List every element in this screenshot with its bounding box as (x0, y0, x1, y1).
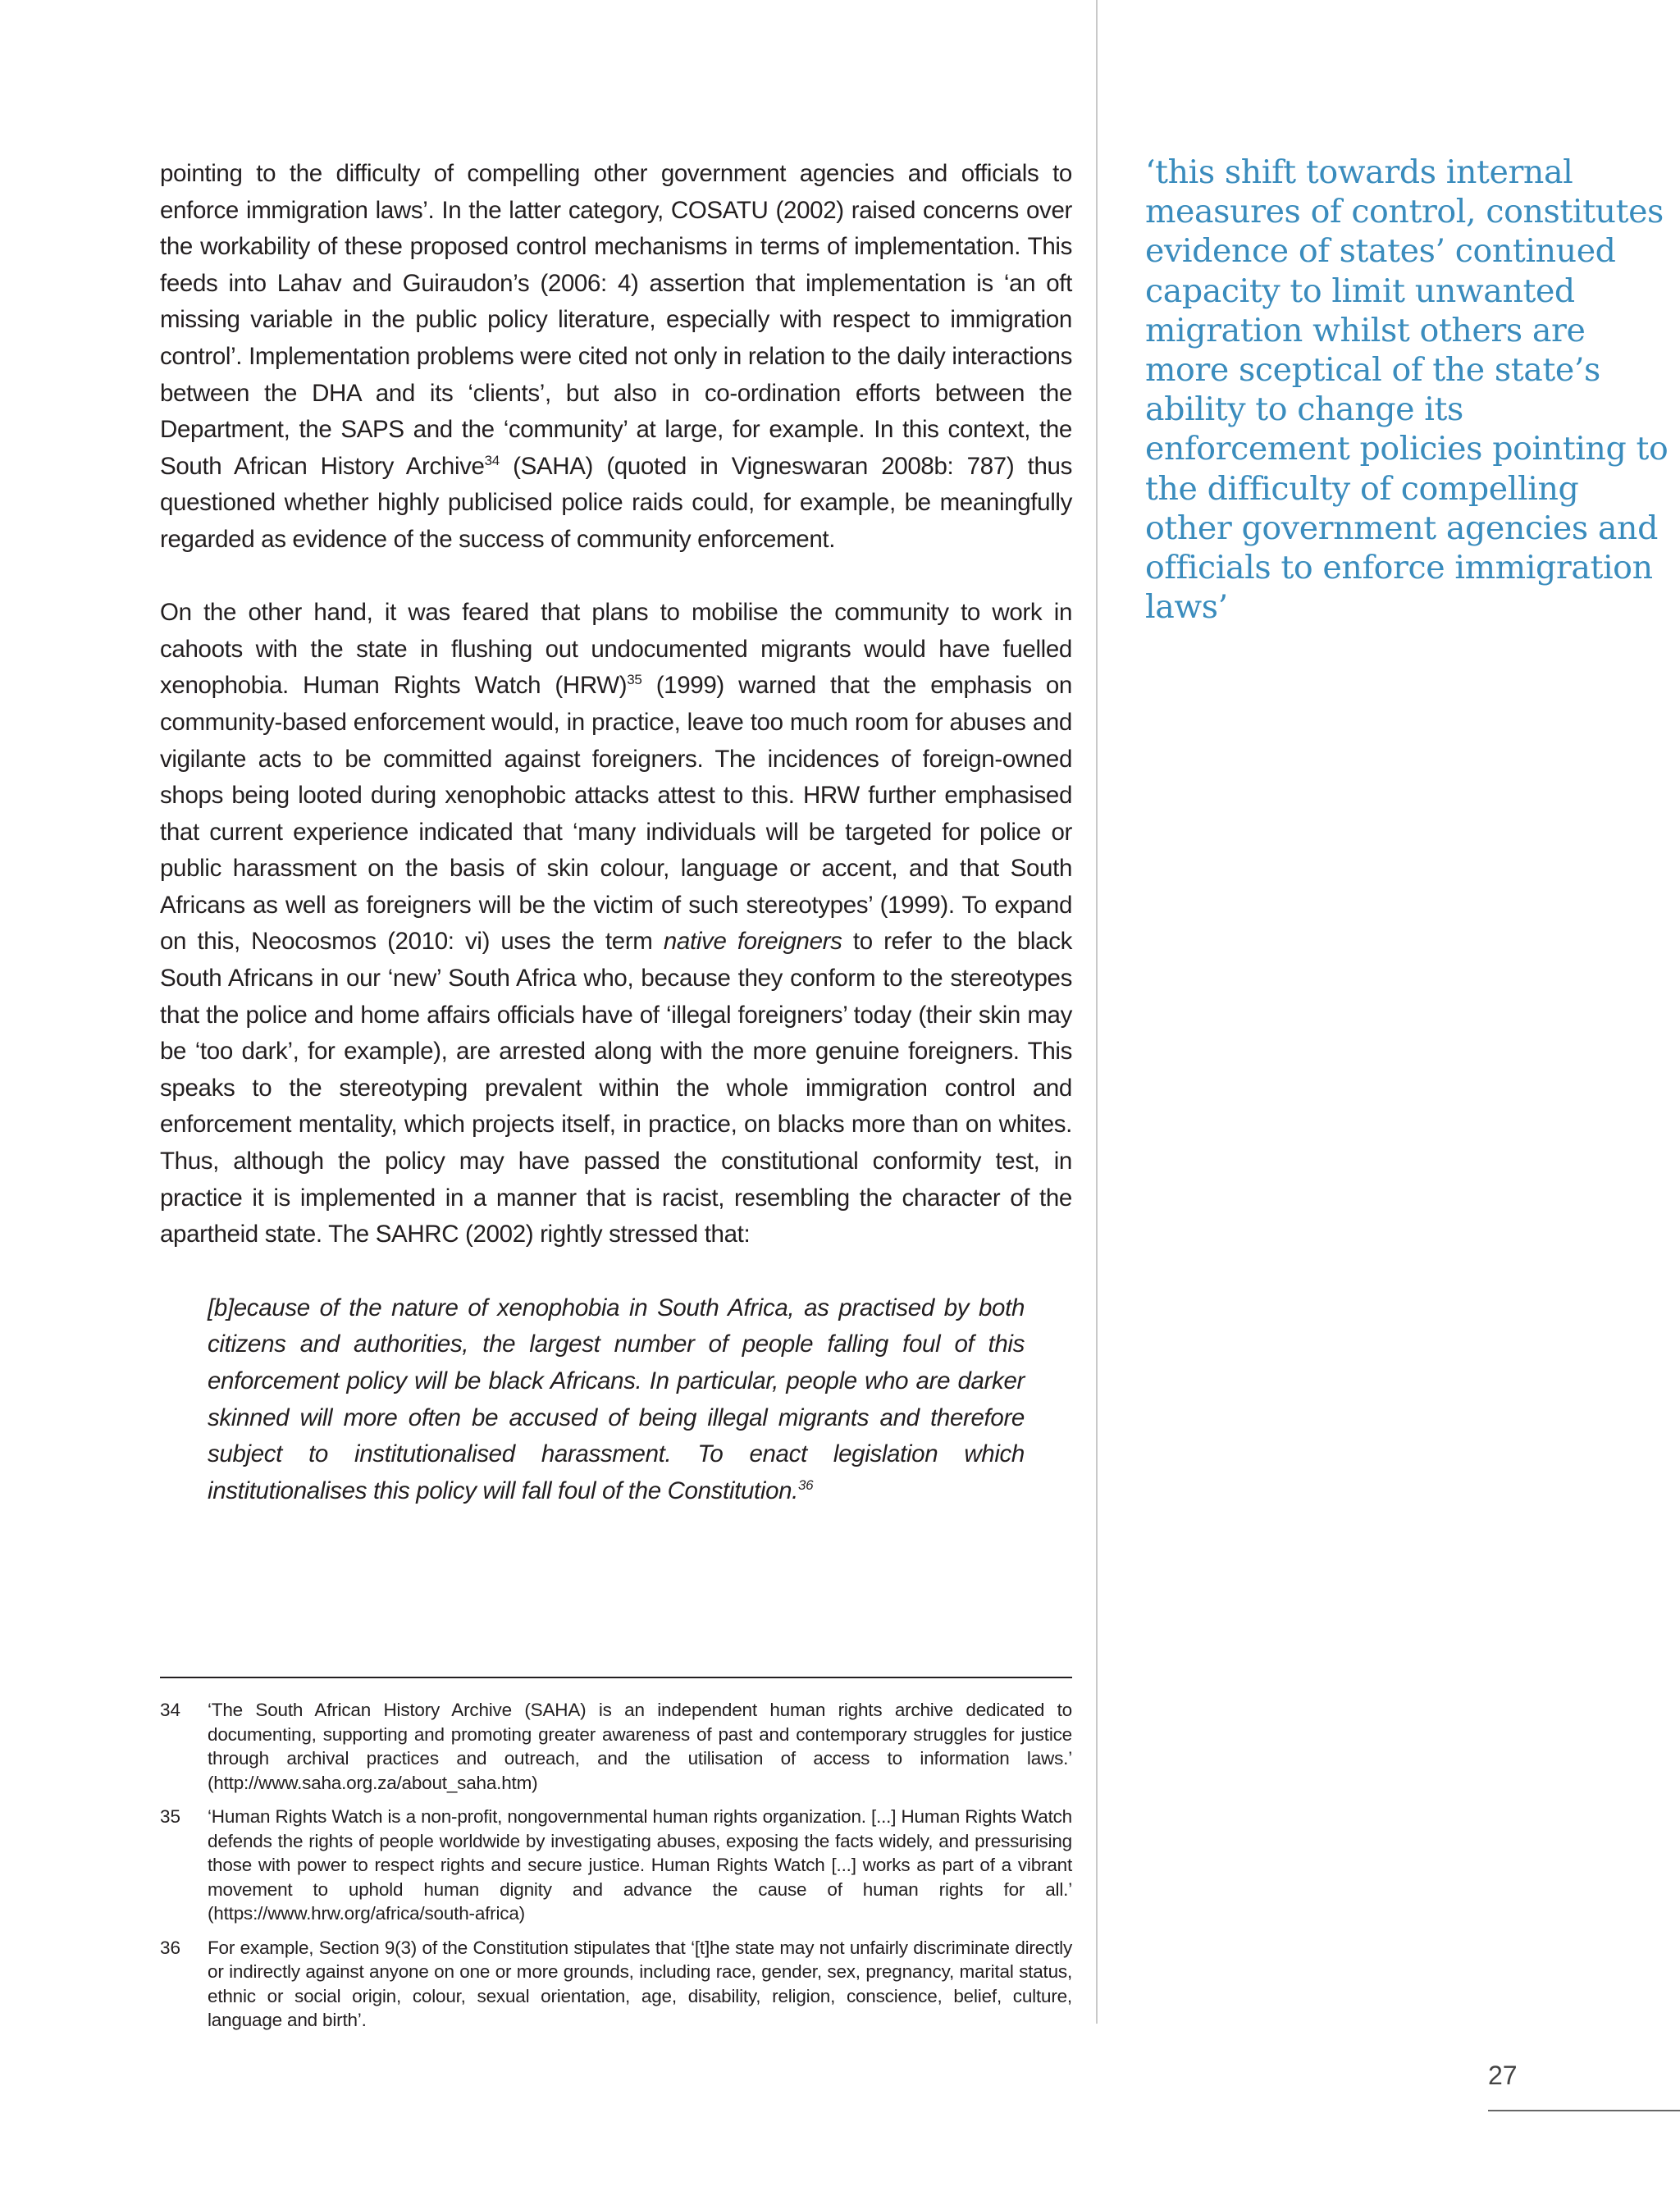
footnote-text: ‘Human Rights Watch is a non-profit, nongovernmental human rights organization. [...] Human Rights Watch defends the rights of people worldwide by investigating abuses, exposing the facts widely, and pressurising those with power to respect rights and secure justice. Human Rights Watch [...] works as part of a vibrant movement to uphold human dignity and advance the cause of human rights for all.’ (https://www.hrw.org/africa/south-africa) (208, 1806, 1072, 1924)
page-number-rule (1488, 2110, 1680, 2111)
footnote-ref-36[interactable]: 36 (798, 1477, 814, 1493)
footnote-ref-35[interactable]: 35 (627, 672, 642, 688)
pull-quote: ‘this shift towards internal measures of control, constitutes evidence of states’ continued capacity to limit unwanted migration whilst others are more sceptical of the state’s ability to change its enforcement policies pointing to the difficulty of compelling other government agencies and officials to enforce immigration laws’ (1145, 153, 1669, 627)
paragraph-text: pointing to the difficulty of compelling other government agencies and officials to enforce immigration laws’. In the latter category, COSATU (2002) raised concerns over the workability of these proposed control mechanisms in terms of implementation. This feeds into Lahav and Guiraudon’s (2006: 4) assertion that implementation is ‘an oft missing variable in the public policy literature, especially with respect to immigration control’. Implementation problems were cited not only in relation to the daily interactions between the DHA and its ‘clients’, but also in co-ordination efforts between the Department, the SAPS and the ‘community’ at large, for example. In this context, the South African History Archive (160, 160, 1072, 480)
footnote-35 (160, 1805, 1072, 1926)
paragraph-text: to refer to the black South Africans in our ‘new’ South Africa who, because they conform to the stereotypes that the police and home affairs officials have of ‘illegal foreigners’ today (their skin may be ‘too dark’, for example), are arrested along with the more genuine foreigners. This speaks to the stereotyping prevalent within the whole immigration control and enforcement mentality, which projects itself, in practice, on blacks more than on whites. Thus, although the policy may have passed the constitutional conformity test, in practice it is implemented in a manner that is racist, resembling the character of the apartheid state. The SAHRC (2002) rightly stressed that: (160, 928, 1072, 1248)
paragraph-text: On the other hand, it was feared that plans to mobilise the community to work in cahoots with the state in flushing out undocumented migrants would have fuelled xenophobia. Human Rights Watch (HRW) (160, 599, 1072, 700)
footnote-text: ‘The South African History Archive (SAHA) is an independent human rights archive dedicated to documenting, supporting and promoting greater awareness of past and contemporary struggles for justice through archival practices and outreach, and the utilisation of access to information laws.’ (http://www.saha.org.za/about_saha.htm) (208, 1700, 1072, 1793)
block-quote (208, 1290, 1025, 1510)
footnote-ref-34[interactable]: 34 (484, 452, 500, 468)
page-number: 27 (1488, 2061, 1518, 2090)
footnote-36 (160, 1936, 1072, 2033)
body-paragraph-1 (160, 156, 1072, 559)
footnotes-section (160, 1677, 1072, 2043)
italic-term: native foreigners (663, 928, 842, 956)
block-quote-text: [b]ecause of the nature of xenophobia in South Africa, as practised by both citizens and authorities, the largest number of people falling foul of this enforcement policy will be black Africans. In particular, people who are darker skinned will more often be accused of being illegal migrants and therefore subject to institutionalised harassment. To enact legislation which institutionalises this policy will fall foul of the Constitution. (208, 1294, 1025, 1504)
footnote-number: 36 (160, 1937, 181, 1958)
body-paragraph-2 (160, 595, 1072, 1253)
paragraph-text: (1999) warned that the emphasis on community-based enforcement would, in practice, leave too much room for abuses and vigilante acts to be committed against foreigners. The incidences of foreign-owned shops being looted during xenophobic attacks attest to this. HRW further emphasised that current experience indicated that ‘many individuals will be targeted for police or public harassment on the basis of skin colour, language or accent, and that South Africans as well as foreigners will be the victim of such stereotypes’ (1999). To expand on this, Neocosmos (2010: vi) uses the term (160, 672, 1072, 956)
paragraph-text: (SAHA) (quoted in Vigneswaran 2008b: 787) thus questioned whether highly publicised police raids could, for example, be meaningfully regarded as evidence of the success of community enforcement. (160, 452, 1072, 553)
footnote-34 (160, 1698, 1072, 1795)
footnote-text: For example, Section 9(3) of the Constitution stipulates that ‘[t]he state may not unfairly discriminate directly or indirectly against anyone on one or more grounds, including race, gender, sex, pregnancy, marital status, ethnic or social origin, colour, sexual orientation, age, disability, religion, conscience, belief, culture, language and birth’. (208, 1937, 1072, 2030)
main-text-column (160, 156, 1072, 1509)
column-divider (1096, 0, 1098, 2024)
footnote-number: 34 (160, 1700, 181, 1720)
footnote-number: 35 (160, 1806, 181, 1827)
